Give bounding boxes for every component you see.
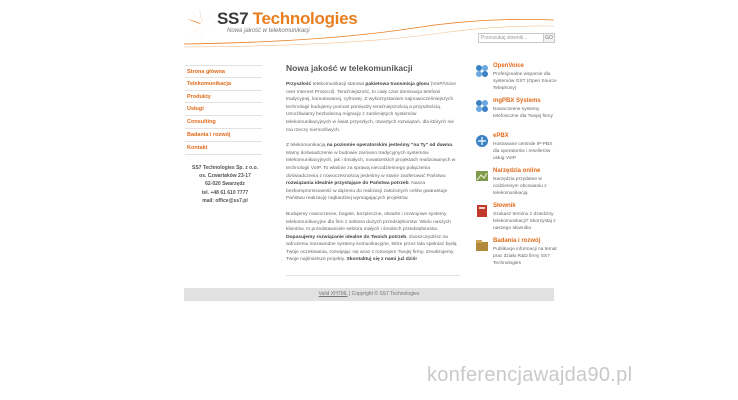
content-divider <box>286 275 460 276</box>
main-content <box>286 63 460 272</box>
services-sidebar <box>475 63 557 273</box>
service-desc: Szukasz terminu z dziedziny telekomunikacji? Skorzystaj z naszego słownika <box>493 212 556 231</box>
nav-item-contact[interactable]: Kontakt <box>185 142 262 155</box>
experience-paragraph <box>286 142 460 203</box>
brand-technologies: Technologies <box>252 9 358 28</box>
dictionary-icon <box>475 204 489 218</box>
service-title[interactable]: OpenVoice <box>493 63 524 69</box>
watermark: konferencjawajda90.pl <box>427 364 633 386</box>
address-street: os. Czwartaków 23-17 <box>199 173 251 180</box>
service-dictionary[interactable] <box>475 203 557 238</box>
openvoice-icon <box>475 64 489 78</box>
epbx-icon <box>475 134 489 148</box>
tools-icon <box>475 169 489 183</box>
tagline: Nowa jakość w telekomunikacji <box>227 28 310 34</box>
p2-strong-2: rozwiązania idealnie przystające do Państwa potrzeb <box>286 181 409 187</box>
search-button[interactable]: GO <box>543 33 555 43</box>
p3-text-2: . Zaoszczędzisz na wdrożeniu niezawodne systemy komunikacyjne, które przez lata spełniać będą Twoje oczekiwania, rozwijając się wraz z rozwojem Twojej firmy. Zrealizujemy Twoje najśmielsze projekty. <box>286 234 457 263</box>
service-mgpbx[interactable] <box>475 98 557 133</box>
service-desc: Nowoczesne systemy telefoniczne dla Twojej firmy <box>493 107 553 119</box>
nav-item-telecom[interactable]: Telekomunikacja <box>185 78 262 91</box>
footer <box>184 288 554 301</box>
p1-text-2: (VoIP/Voice over Internet Protocol). Teraźniejszość, to ciały czas dominacja telefonii tradycyjnej, komutowanej, cyfrowej. Z wykorzystaniem najnowocześniejszych technologii budujemy pomost pomiędzy teraźniejszością a przyszłością. Umożliwiamy bezbolesną migrację z zamkniętych systemów telekomunikacyjnych w świat przyszłych, otwartych rozwiązań, dla których nie ma rzeczy niemożliwych. <box>286 82 456 133</box>
nav-item-home[interactable]: Strona główna <box>185 65 262 78</box>
address-phone: tel. +48 61 610 7777 <box>201 189 249 196</box>
service-research[interactable] <box>475 238 557 273</box>
p1-text-1: telekomunikacji stanowi <box>311 82 366 87</box>
p2-strong-1: na poziomie operatorskim jesteśmy "na Ty" od dawna <box>326 143 452 149</box>
service-desc: Narzędzia przydatne w codziennym obcowaniu z telekomunikacją <box>493 177 547 196</box>
address-company: SS7 Technologies Sp. z o.o. <box>191 165 259 171</box>
service-tools[interactable] <box>475 168 557 203</box>
valid-xhtml-link[interactable]: Valid XHTML <box>318 291 348 297</box>
service-desc: Profesjonalne wsparcie dla systemów GST (Open Source Telephony) <box>493 72 557 91</box>
service-title[interactable]: Badania i rozwój <box>493 238 541 244</box>
p3-text-1: Budujemy nowoczesne, bogate, bezpieczne, otwarte i rozwojowe systemy telekomunikacyjne dla firm z sektora dużych przedsiębiorstw. Wielu naszych klientów, to przedstawiciele sektora małych i średnich przedsiębiorstw. <box>286 211 451 233</box>
p1-strong-1: Przyszłość <box>286 82 312 87</box>
service-desc: Publikacje informacji na temat prac działu R&D firmy SS7 Technologies <box>493 247 557 266</box>
copyright-text: Copyright © SS7 Technologies <box>351 291 420 297</box>
company-address <box>185 164 265 205</box>
nav-item-products[interactable]: Produkty <box>185 91 262 104</box>
p2-text-2: . Mamy doświadczenie w budowie zarówno tradycyjnych systemów telekomunikacyjnych, jak i śmiałych, nowatorskich projektach realizowanych w technologii VoIP. To właśnie za sprawą niecodziennego połączenia doświadczenia z nowoczesnością jesteśmy w stanie zaoferować Państwu <box>286 143 456 179</box>
brand-ss7: SS7 <box>217 9 249 28</box>
mgpbx-icon <box>475 99 489 113</box>
footer-separator: | <box>347 291 352 297</box>
service-epbx[interactable] <box>475 133 557 168</box>
service-title[interactable]: mgPBX Systems <box>493 98 541 104</box>
offer-paragraph <box>286 211 460 264</box>
service-openvoice[interactable] <box>475 63 557 98</box>
page-title: Nowa jakość w telekomunikacji <box>286 63 413 73</box>
service-title[interactable]: Narzędzia online <box>493 168 541 174</box>
address-city: 62-020 Swarzędz <box>205 181 245 188</box>
p2-text-3: . Nasza bezkompromisowość w dążeniu do realizacji założonych celów gwarantuje Państwu realizację najbardziej wymagających projektów. <box>286 181 448 202</box>
service-title[interactable]: Słownik <box>493 203 516 209</box>
p1-strong-2: pakietowa transmisja głosu <box>365 82 430 87</box>
header-swoosh <box>184 12 554 52</box>
research-icon <box>475 239 489 253</box>
service-desc: Hostowane centrale IP-PBX dla operatorów i resellerów usług VoIP <box>493 142 553 161</box>
main-nav <box>185 65 262 155</box>
p3-strong-2: Skontaktuj się z nami już dziś! <box>346 257 417 263</box>
nav-item-research[interactable]: Badania i rozwój <box>185 129 262 142</box>
service-title[interactable]: ePBX <box>493 133 509 139</box>
search-input[interactable]: Przeszukaj słownik... <box>478 33 545 43</box>
intro-paragraph <box>286 81 460 134</box>
address-email[interactable]: mail: office@ss7.pl <box>202 197 248 204</box>
nav-item-consulting[interactable]: Consulting <box>185 116 262 129</box>
p3-strong-1: Dopasujemy rozwiązanie idealne do Twoich potrzeb <box>286 234 407 240</box>
nav-item-services[interactable]: Usługi <box>185 103 262 116</box>
p2-text-1: Z telekomunikacją <box>286 143 327 149</box>
